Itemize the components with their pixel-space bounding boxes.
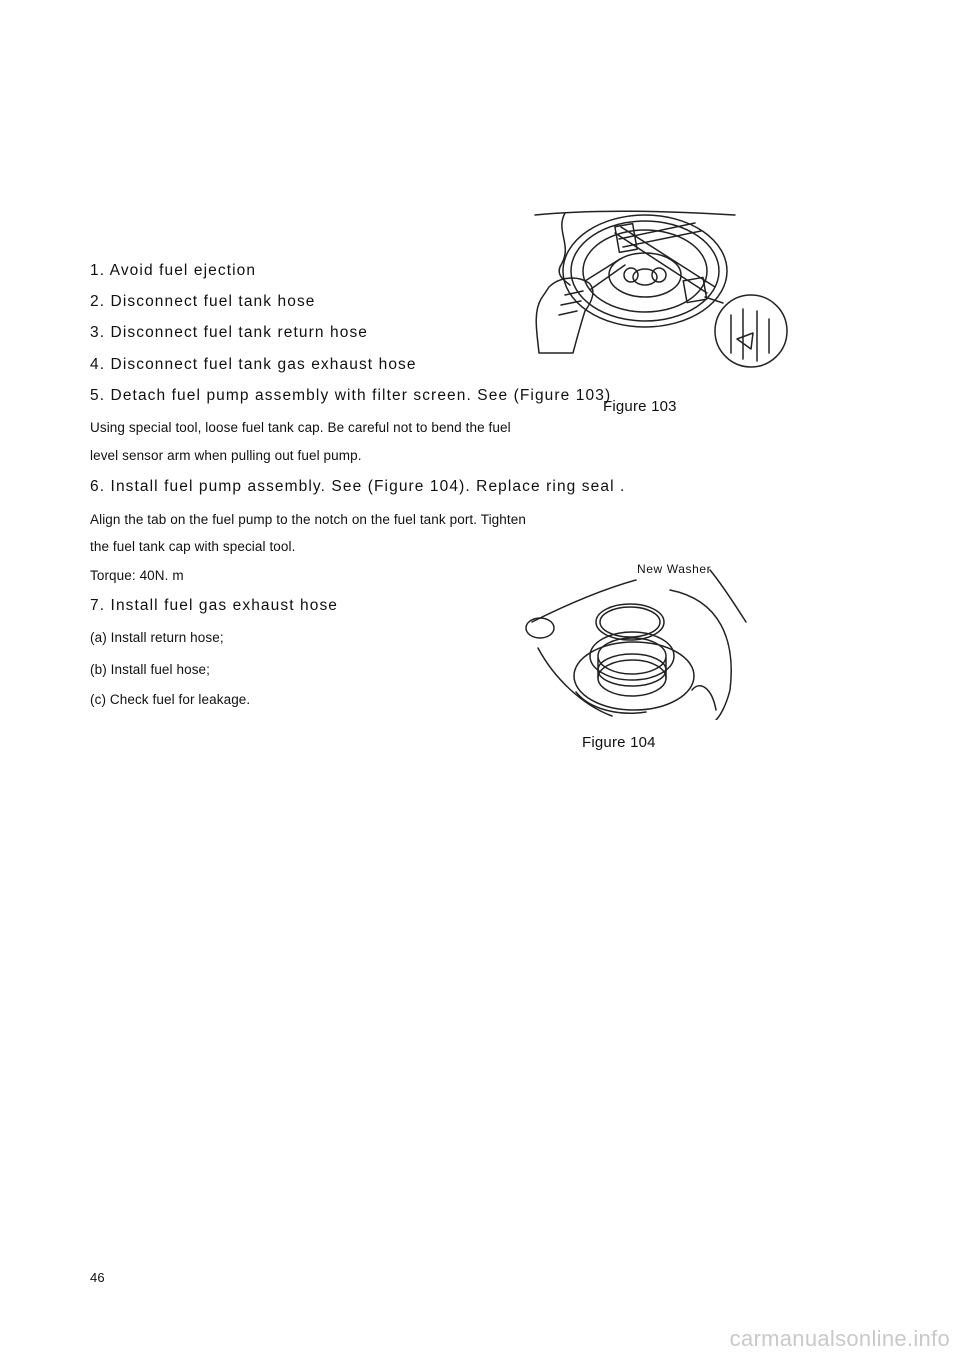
step-5: 5. Detach fuel pump assembly with filter screen. See (Figure 103) <box>90 387 612 404</box>
step-7: 7. Install fuel gas exhaust hose <box>90 597 339 614</box>
figure-104-new-washer-label: New Washer <box>637 562 712 576</box>
torque-spec: Torque: 40N. m <box>90 568 184 583</box>
step-6-note-line1: Align the tab on the fuel pump to the notch on the fuel tank port. Tighten <box>90 512 526 527</box>
page-number: 46 <box>90 1270 105 1285</box>
substep-c: (c) Check fuel for leakage. <box>90 692 251 707</box>
figure-104-illustration <box>520 560 760 720</box>
watermark: carmanualsonline.info <box>729 1326 950 1351</box>
step-3: 3. Disconnect fuel tank return hose <box>90 324 369 341</box>
substep-a: (a) Install return hose; <box>90 630 224 645</box>
step-4: 4. Disconnect fuel tank gas exhaust hose <box>90 356 417 373</box>
step-1: 1. Avoid fuel ejection <box>90 262 257 279</box>
figure-104-caption: Figure 104 <box>582 734 656 751</box>
step-5-note-line2: level sensor arm when pulling out fuel pump. <box>90 448 362 463</box>
step-6: 6. Install fuel pump assembly. See (Figure 104). Replace ring seal . <box>90 478 626 495</box>
step-5-note-line1: Using special tool, loose fuel tank cap. Be careful not to bend the fuel <box>90 420 511 435</box>
step-6-note-line2: the fuel tank cap with special tool. <box>90 539 296 554</box>
figure-103-caption: Figure 103 <box>603 398 677 415</box>
substep-b: (b) Install fuel hose; <box>90 662 211 677</box>
step-2: 2. Disconnect fuel tank hose <box>90 293 316 310</box>
figure-103-illustration <box>525 203 795 383</box>
